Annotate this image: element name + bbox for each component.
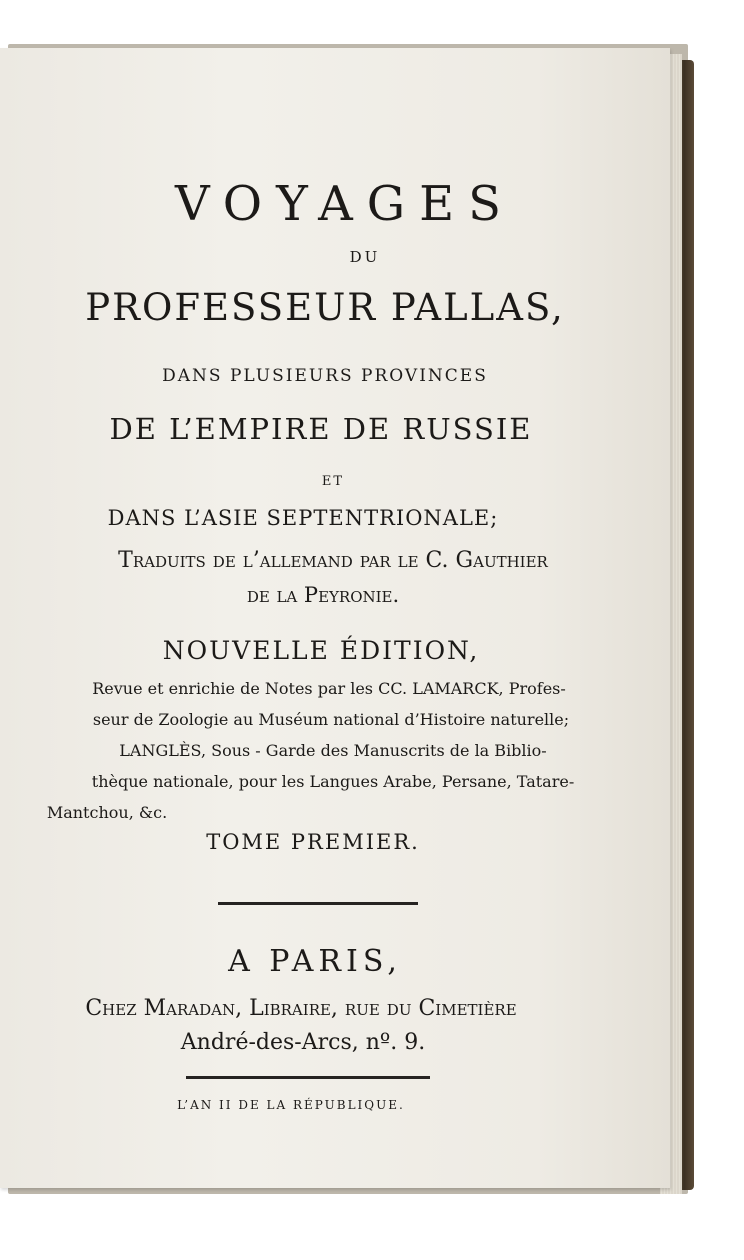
publisher-line-1: Chez Maradan, Libraire, rue du Cimetière	[85, 996, 517, 1021]
subtitle-asie: DANS L’ASIE SEPTENTRIONALE;	[107, 506, 499, 530]
divider-rule-bottom	[186, 1076, 430, 1079]
translator-line-2: de la Peyronie.	[246, 583, 400, 607]
volume-statement: TOME PREMIER.	[206, 830, 420, 854]
notes-line-4: thèque nationale, pour les Langues Arabe, Persane, Tatare-	[91, 772, 575, 791]
notes-line-5: Mantchou, &c.	[46, 803, 168, 822]
author-name: PROFESSEUR PALLAS,	[85, 286, 565, 329]
subtitle-provinces: DANS PLUSIEURS PROVINCES	[162, 366, 488, 386]
title-page	[0, 48, 670, 1188]
imprint-place: A PARIS,	[228, 944, 402, 979]
publisher-line-2: André-des-Arcs, nº. 9.	[180, 1030, 426, 1055]
notes-line-2: seur de Zoologie au Muséum national d’Histoire naturelle;	[92, 710, 570, 729]
connector-et: ET	[321, 474, 345, 489]
divider-rule-top	[218, 902, 418, 905]
notes-line-1: Revue et enrichie de Notes par les CC. LAMARCK, Profes-	[92, 679, 566, 698]
book-title: VOYAGES	[174, 176, 516, 232]
connector-du: DU	[349, 248, 381, 266]
edition-statement: NOUVELLE ÉDITION,	[162, 636, 480, 665]
notes-line-3: LANGLÈS, Sous - Garde des Manuscrits de la Biblio-	[119, 741, 547, 760]
translator-line-1: Traduits de l’allemand par le C. Gauthier	[118, 548, 548, 573]
imprint-date: L’AN II DE LA RÉPUBLIQUE.	[177, 1098, 405, 1112]
subtitle-empire: DE L’EMPIRE DE RUSSIE	[109, 412, 533, 446]
